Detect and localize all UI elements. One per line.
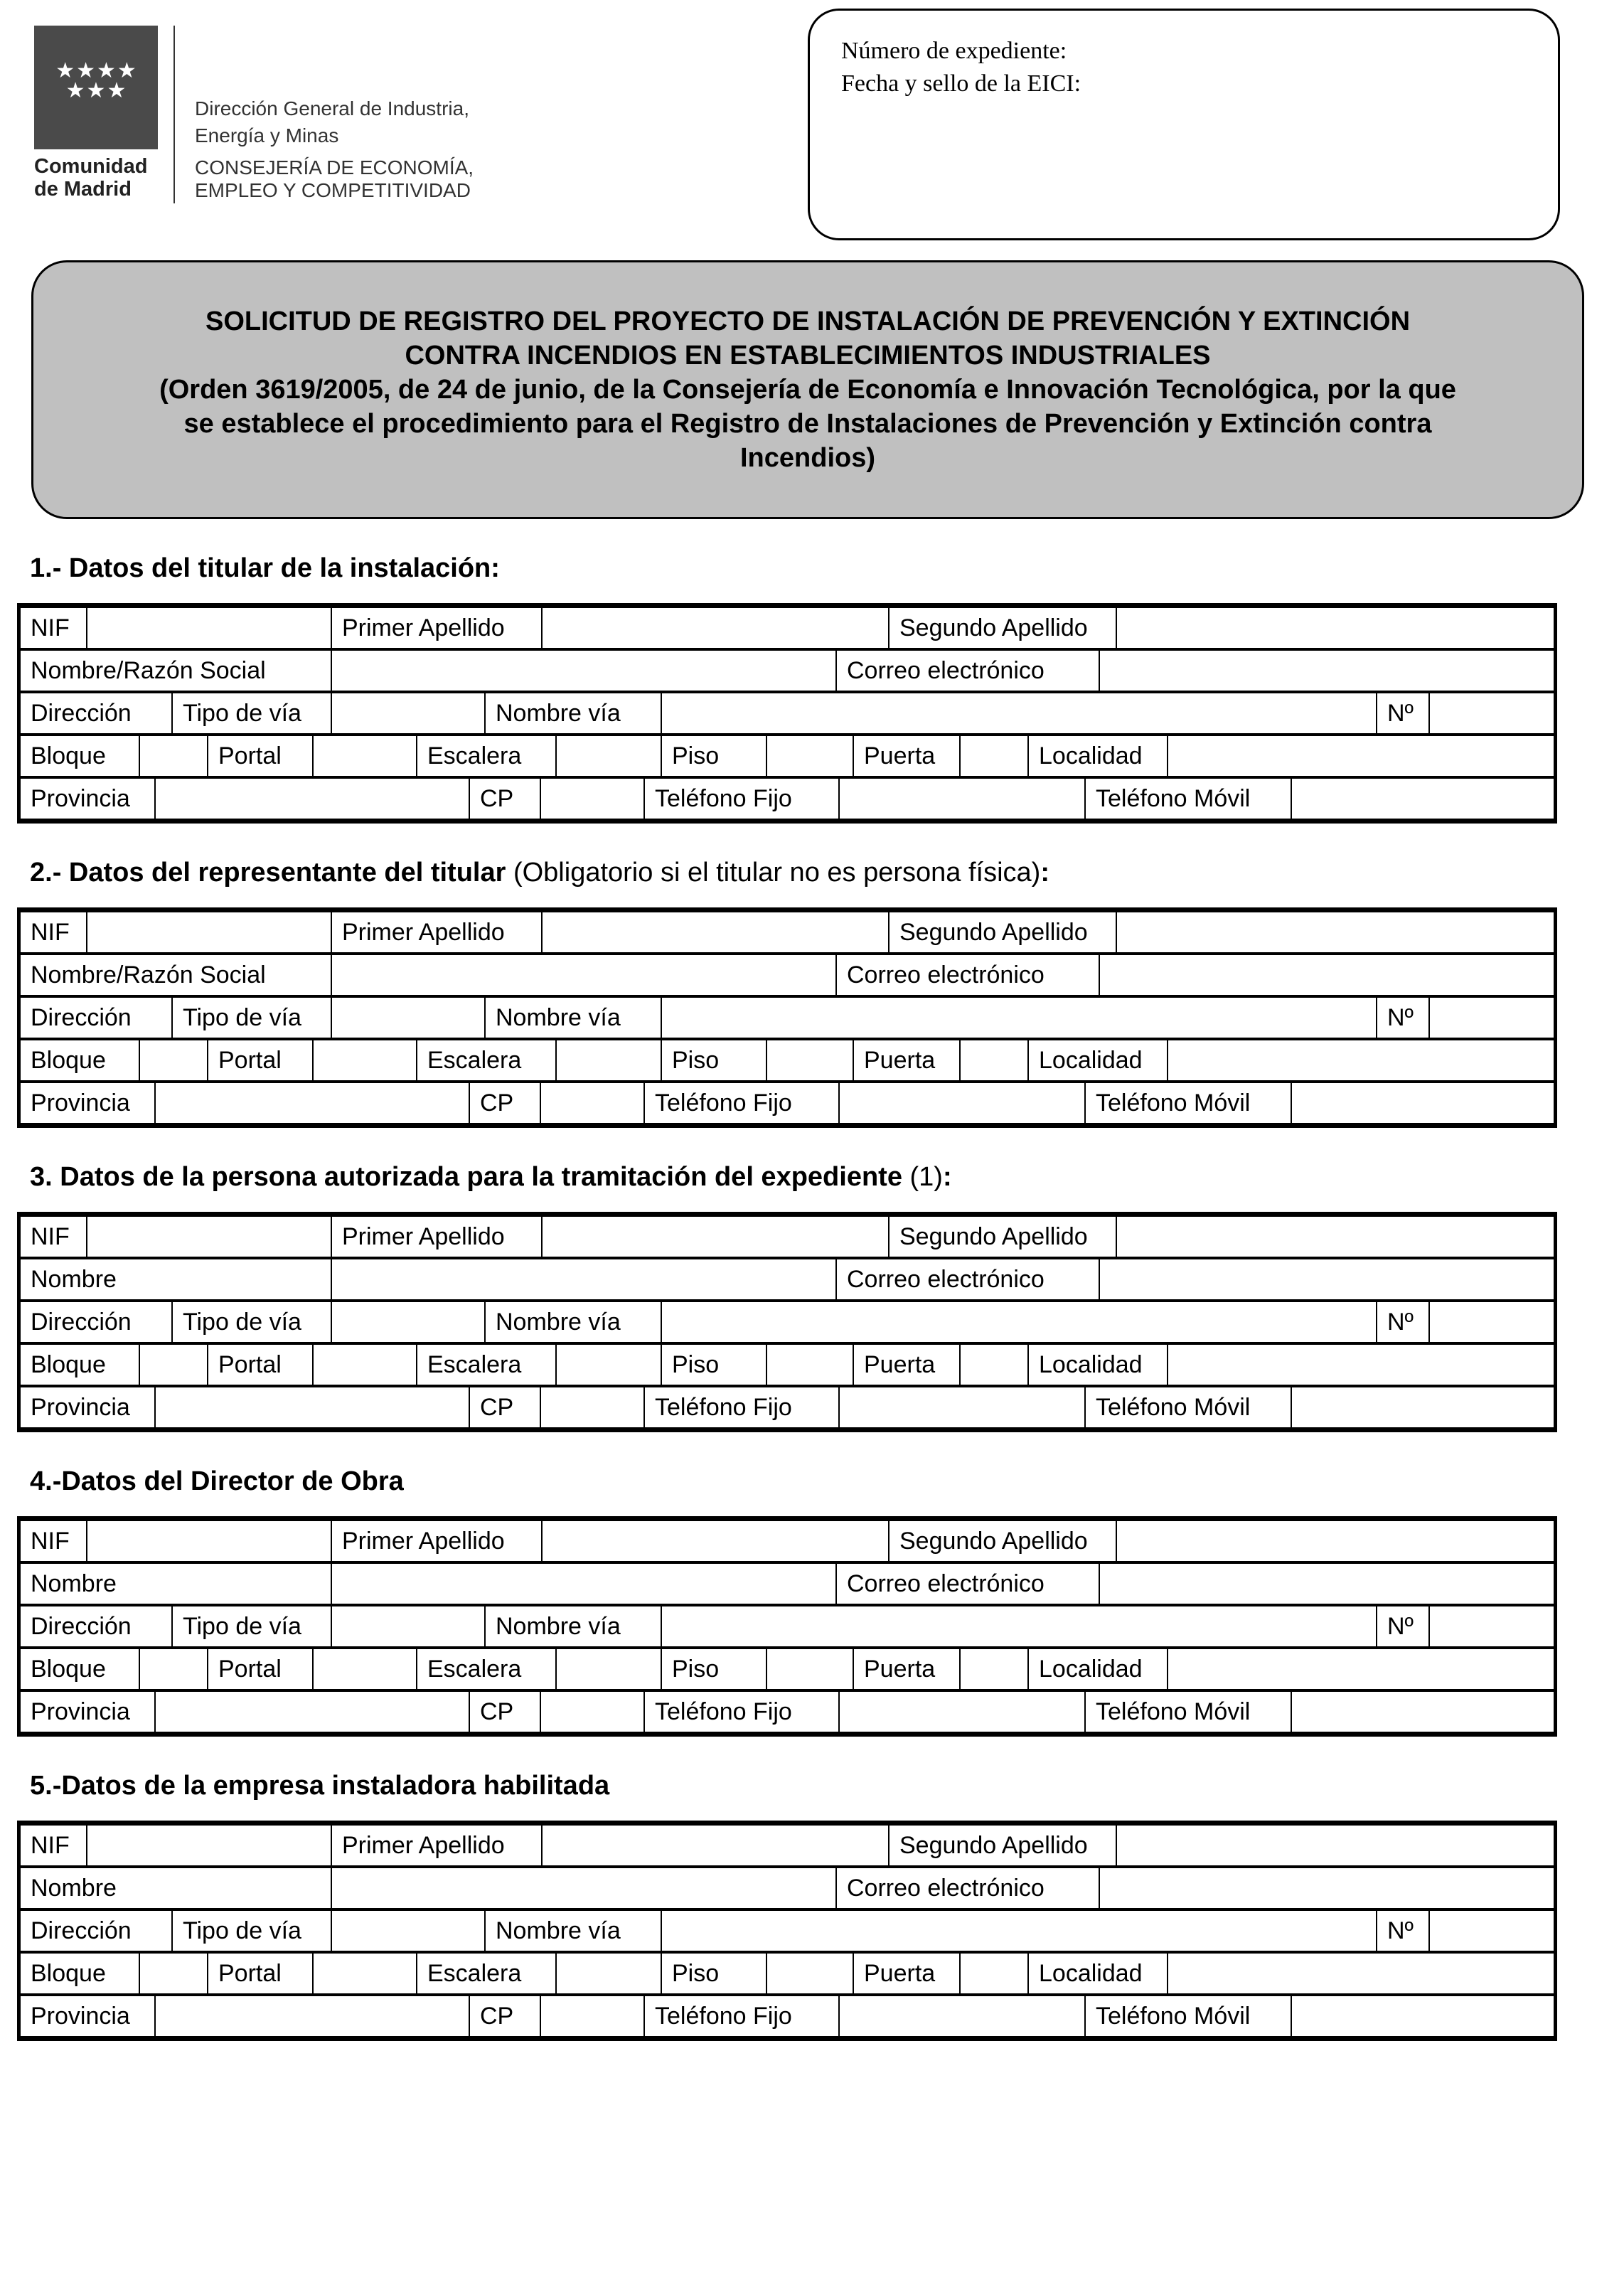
telefono-fijo-label: Teléfono Fijo: [643, 1692, 838, 1732]
puerta-label: Puerta: [853, 1345, 959, 1385]
numero-input[interactable]: [1428, 1606, 1554, 1646]
nombre-input[interactable]: [331, 1564, 835, 1604]
form-row: [21, 1865, 1554, 1908]
nif-input[interactable]: [86, 1521, 331, 1561]
portal-input[interactable]: [312, 1954, 416, 1993]
section-heading-note: (1): [902, 1162, 943, 1192]
tipo-via-label: Tipo de vía: [171, 998, 331, 1038]
org-line2: Energía y Minas: [195, 124, 339, 146]
numero-label: Nº: [1376, 1302, 1428, 1342]
bloque-label: Bloque: [31, 1960, 106, 1987]
portal-input[interactable]: [312, 1345, 416, 1385]
piso-input[interactable]: [766, 1649, 853, 1689]
form-row: [21, 1217, 1554, 1257]
segundo-apellido-label: Segundo Apellido: [888, 1826, 1116, 1865]
nif-input[interactable]: [86, 1217, 331, 1257]
localidad-label: Localidad: [1027, 736, 1167, 776]
provincia-label: Provincia: [31, 1089, 130, 1117]
telefono-movil-label: Teléfono Móvil: [1084, 1083, 1291, 1123]
direccion-label: Dirección: [31, 1917, 132, 1944]
nif-label: NIF: [31, 614, 70, 641]
section-heading-5: [30, 1771, 609, 1801]
primer-apellido-input[interactable]: [541, 912, 888, 952]
telefono-fijo-input[interactable]: [838, 1083, 1084, 1123]
nif-input[interactable]: [86, 608, 331, 648]
section-heading-note: (Obligatorio si el titular no es persona física): [506, 858, 1041, 888]
segundo-apellido-label: Segundo Apellido: [888, 608, 1116, 648]
bloque-label: Bloque: [31, 1047, 106, 1074]
piso-input[interactable]: [766, 1345, 853, 1385]
localidad-input[interactable]: [1167, 1345, 1554, 1385]
registry-stamp-box: [808, 9, 1560, 240]
section-heading-2: [30, 858, 1049, 888]
cp-input[interactable]: [540, 1387, 643, 1427]
telefono-movil-label: Teléfono Móvil: [1084, 779, 1291, 819]
telefono-movil-label: Teléfono Móvil: [1084, 1387, 1291, 1427]
form-row: [21, 1951, 1554, 1993]
numero-label: Nº: [1376, 1911, 1428, 1951]
nombre-input[interactable]: [331, 955, 835, 995]
segundo-apellido-label: Segundo Apellido: [888, 1217, 1116, 1257]
form-row: [21, 776, 1554, 819]
correo-input[interactable]: [1099, 1868, 1554, 1908]
nombre-via-input[interactable]: [661, 1302, 1376, 1342]
portal-input[interactable]: [312, 1649, 416, 1689]
tipo-via-input[interactable]: [331, 998, 484, 1038]
nif-input[interactable]: [86, 912, 331, 952]
cp-label: CP: [469, 1387, 540, 1427]
section-1-form-table: [17, 603, 1557, 824]
provincia-input[interactable]: [154, 1083, 469, 1123]
piso-label: Piso: [661, 1040, 766, 1080]
telefono-movil-input[interactable]: [1291, 1692, 1554, 1732]
form-legal-reference: (Orden 3619/2005, de 24 de junio, de la Consejería de Economía e Innovación Tecnológica, por la que se establece el procedimiento para el Registro de Instalaciones de Prevención y Extinción contra Incendios): [159, 375, 1456, 473]
segundo-apellido-input[interactable]: [1116, 608, 1554, 648]
bloque-input[interactable]: [139, 1954, 207, 1993]
puerta-input[interactable]: [959, 1649, 1027, 1689]
form-row: [21, 1646, 1554, 1689]
escalera-label: Escalera: [416, 1040, 555, 1080]
logo-line1: Comunidad: [34, 155, 148, 178]
section-5-form-table: [17, 1821, 1557, 2041]
segundo-apellido-input[interactable]: [1116, 912, 1554, 952]
puerta-input[interactable]: [959, 1345, 1027, 1385]
nif-label: NIF: [31, 919, 70, 946]
logo-divider: [173, 26, 175, 203]
telefono-movil-input[interactable]: [1291, 1387, 1554, 1427]
segundo-apellido-input[interactable]: [1116, 1826, 1554, 1865]
segundo-apellido-input[interactable]: [1116, 1217, 1554, 1257]
tipo-via-label: Tipo de vía: [171, 1302, 331, 1342]
puerta-label: Puerta: [853, 1040, 959, 1080]
telefono-movil-label: Teléfono Móvil: [1084, 1692, 1291, 1732]
provincia-label: Provincia: [31, 1394, 130, 1421]
cp-input[interactable]: [540, 779, 643, 819]
form-row: [21, 1604, 1554, 1646]
section-2-form-table: [17, 907, 1557, 1128]
form-row: [21, 1826, 1554, 1865]
escalera-input[interactable]: [555, 1345, 661, 1385]
puerta-input[interactable]: [959, 736, 1027, 776]
provincia-label: Provincia: [31, 2003, 130, 2030]
numero-input[interactable]: [1428, 998, 1554, 1038]
escalera-input[interactable]: [555, 1040, 661, 1080]
telefono-fijo-input[interactable]: [838, 1996, 1084, 2036]
comunidad-de-madrid-logo: [34, 26, 532, 211]
nif-label: NIF: [31, 1528, 70, 1555]
nombre-input[interactable]: [331, 1868, 835, 1908]
telefono-movil-input[interactable]: [1291, 1083, 1554, 1123]
escalera-label: Escalera: [416, 736, 555, 776]
correo-label: Correo electrónico: [835, 1868, 1099, 1908]
portal-label: Portal: [207, 1649, 312, 1689]
primer-apellido-label: Primer Apellido: [331, 1217, 541, 1257]
direccion-label: Dirección: [31, 1004, 132, 1031]
segundo-apellido-label: Segundo Apellido: [888, 912, 1116, 952]
correo-input[interactable]: [1099, 651, 1554, 691]
segundo-apellido-input[interactable]: [1116, 1521, 1554, 1561]
direccion-label: Dirección: [31, 1309, 132, 1336]
telefono-fijo-input[interactable]: [838, 1692, 1084, 1732]
nombre-via-input[interactable]: [661, 693, 1376, 733]
primer-apellido-label: Primer Apellido: [331, 912, 541, 952]
puerta-label: Puerta: [853, 1954, 959, 1993]
cp-label: CP: [469, 1996, 540, 2036]
correo-label: Correo electrónico: [835, 651, 1099, 691]
form-row: [21, 912, 1554, 952]
localidad-input[interactable]: [1167, 1954, 1554, 1993]
nombre-via-label: Nombre vía: [484, 693, 661, 733]
fecha-sello-label: Fecha y sello de la EICI:: [841, 70, 1081, 97]
form-row: [21, 1385, 1554, 1427]
numero-label: Nº: [1376, 693, 1428, 733]
tipo-via-input[interactable]: [331, 693, 484, 733]
primer-apellido-input[interactable]: [541, 1826, 888, 1865]
section-heading-4: [30, 1466, 404, 1497]
puerta-label: Puerta: [853, 736, 959, 776]
piso-label: Piso: [661, 1954, 766, 1993]
cp-input[interactable]: [540, 1996, 643, 2036]
correo-label: Correo electrónico: [835, 1564, 1099, 1604]
puerta-input[interactable]: [959, 1954, 1027, 1993]
nombre-via-label: Nombre vía: [484, 998, 661, 1038]
puerta-label: Puerta: [853, 1649, 959, 1689]
org-line1: Dirección General de Industria,: [195, 97, 469, 119]
tipo-via-input[interactable]: [331, 1911, 484, 1951]
localidad-label: Localidad: [1027, 1954, 1167, 1993]
form-row: [21, 1993, 1554, 2036]
tipo-via-input[interactable]: [331, 1606, 484, 1646]
puerta-input[interactable]: [959, 1040, 1027, 1080]
form-row: [21, 952, 1554, 995]
localidad-input[interactable]: [1167, 736, 1554, 776]
nombre-label: Nombre/Razón Social: [31, 657, 266, 684]
telefono-fijo-label: Teléfono Fijo: [643, 1387, 838, 1427]
localidad-input[interactable]: [1167, 1040, 1554, 1080]
telefono-fijo-label: Teléfono Fijo: [643, 1083, 838, 1123]
numero-input[interactable]: [1428, 1302, 1554, 1342]
piso-input[interactable]: [766, 1954, 853, 1993]
dept-name: [195, 156, 474, 202]
numero-input[interactable]: [1428, 693, 1554, 733]
escalera-input[interactable]: [555, 1649, 661, 1689]
form-row: [21, 608, 1554, 648]
nif-label: NIF: [31, 1832, 70, 1859]
direccion-label: Dirección: [31, 1613, 132, 1640]
nombre-input[interactable]: [331, 1259, 835, 1299]
nombre-via-label: Nombre vía: [484, 1606, 661, 1646]
bloque-input[interactable]: [139, 1649, 207, 1689]
form-row: [21, 995, 1554, 1038]
form-row: [21, 1038, 1554, 1080]
telefono-fijo-label: Teléfono Fijo: [643, 1996, 838, 2036]
provincia-input[interactable]: [154, 1996, 469, 2036]
section-heading-text: 3. Datos de la persona autorizada para la tramitación del expediente: [30, 1162, 902, 1192]
bloque-label: Bloque: [31, 1656, 106, 1683]
localidad-label: Localidad: [1027, 1040, 1167, 1080]
provincia-input[interactable]: [154, 779, 469, 819]
tipo-via-label: Tipo de vía: [171, 1606, 331, 1646]
telefono-movil-label: Teléfono Móvil: [1084, 1996, 1291, 2036]
cp-label: CP: [469, 1692, 540, 1732]
form-row: [21, 1908, 1554, 1951]
section-heading-suffix: :: [1040, 858, 1049, 888]
form-row: [21, 648, 1554, 691]
portal-label: Portal: [207, 1345, 312, 1385]
form-row: [21, 1080, 1554, 1123]
primer-apellido-label: Primer Apellido: [331, 608, 541, 648]
dept-line1: CONSEJERÍA DE ECONOMÍA,: [195, 156, 474, 178]
localidad-label: Localidad: [1027, 1649, 1167, 1689]
nif-label: NIF: [31, 1223, 70, 1250]
tipo-via-label: Tipo de vía: [171, 693, 331, 733]
section-heading-3: [30, 1162, 952, 1193]
bloque-label: Bloque: [31, 1351, 106, 1378]
segundo-apellido-label: Segundo Apellido: [888, 1521, 1116, 1561]
nombre-input[interactable]: [331, 651, 835, 691]
piso-label: Piso: [661, 1649, 766, 1689]
provincia-label: Provincia: [31, 785, 130, 812]
org-name: [195, 95, 469, 149]
cp-label: CP: [469, 1083, 540, 1123]
form-row: [21, 1689, 1554, 1732]
nif-input[interactable]: [86, 1826, 331, 1865]
escalera-input[interactable]: [555, 736, 661, 776]
form-row: [21, 1257, 1554, 1299]
provincia-input[interactable]: [154, 1692, 469, 1732]
section-heading-1: [30, 553, 500, 584]
piso-input[interactable]: [766, 736, 853, 776]
escalera-label: Escalera: [416, 1954, 555, 1993]
primer-apellido-input[interactable]: [541, 1521, 888, 1561]
telefono-movil-input[interactable]: [1291, 1996, 1554, 2036]
form-row: [21, 1561, 1554, 1604]
section-heading-text: 1.- Datos del titular de la instalación:: [30, 553, 500, 583]
correo-input[interactable]: [1099, 1564, 1554, 1604]
nombre-via-input[interactable]: [661, 1911, 1376, 1951]
telefono-fijo-input[interactable]: [838, 1387, 1084, 1427]
correo-label: Correo electrónico: [835, 955, 1099, 995]
localidad-label: Localidad: [1027, 1345, 1167, 1385]
piso-label: Piso: [661, 1345, 766, 1385]
cp-label: CP: [469, 779, 540, 819]
piso-input[interactable]: [766, 1040, 853, 1080]
cp-input[interactable]: [540, 1692, 643, 1732]
form-row: [21, 733, 1554, 776]
telefono-fijo-input[interactable]: [838, 779, 1084, 819]
primer-apellido-input[interactable]: [541, 1217, 888, 1257]
cp-input[interactable]: [540, 1083, 643, 1123]
bloque-label: Bloque: [31, 742, 106, 769]
localidad-input[interactable]: [1167, 1649, 1554, 1689]
form-row: [21, 691, 1554, 733]
nombre-via-input[interactable]: [661, 998, 1376, 1038]
escalera-input[interactable]: [555, 1954, 661, 1993]
nombre-label: Nombre: [31, 1570, 117, 1597]
section-3-form-table: [17, 1212, 1557, 1432]
form-title: SOLICITUD DE REGISTRO DEL PROYECTO DE INSTALACIÓN DE PREVENCIÓN Y EXTINCIÓN CONTRA INCENDIOS EN ESTABLECIMIENTOS INDUSTRIALES: [205, 307, 1411, 371]
correo-input[interactable]: [1099, 1259, 1554, 1299]
correo-label: Correo electrónico: [835, 1259, 1099, 1299]
section-heading-text: 2.- Datos del representante del titular: [30, 858, 506, 888]
nombre-via-label: Nombre vía: [484, 1302, 661, 1342]
nombre-label: Nombre/Razón Social: [31, 961, 266, 989]
escalera-label: Escalera: [416, 1345, 555, 1385]
nombre-via-input[interactable]: [661, 1606, 1376, 1646]
form-row: [21, 1342, 1554, 1385]
portal-label: Portal: [207, 1954, 312, 1993]
logo-flag-icon: ★★★★ ★★★: [34, 26, 158, 149]
telefono-movil-input[interactable]: [1291, 779, 1554, 819]
nombre-via-label: Nombre vía: [484, 1911, 661, 1951]
expediente-label: Número de expediente:: [841, 38, 1067, 64]
portal-label: Portal: [207, 736, 312, 776]
form-row: [21, 1521, 1554, 1561]
tipo-via-input[interactable]: [331, 1302, 484, 1342]
numero-label: Nº: [1376, 998, 1428, 1038]
bloque-input[interactable]: [139, 736, 207, 776]
portal-input[interactable]: [312, 736, 416, 776]
provincia-label: Provincia: [31, 1698, 130, 1725]
section-heading-text: 5.-Datos de la empresa instaladora habilitada: [30, 1771, 610, 1801]
correo-input[interactable]: [1099, 955, 1554, 995]
provincia-input[interactable]: [154, 1387, 469, 1427]
portal-input[interactable]: [312, 1040, 416, 1080]
piso-label: Piso: [661, 736, 766, 776]
form-title-box: [31, 260, 1584, 519]
dept-line2: EMPLEO Y COMPETITIVIDAD: [195, 179, 471, 201]
portal-label: Portal: [207, 1040, 312, 1080]
bloque-input[interactable]: [139, 1345, 207, 1385]
telefono-fijo-label: Teléfono Fijo: [643, 779, 838, 819]
numero-input[interactable]: [1428, 1911, 1554, 1951]
direccion-label: Dirección: [31, 700, 132, 727]
primer-apellido-input[interactable]: [541, 608, 888, 648]
logo-line2: de Madrid: [34, 178, 132, 201]
numero-label: Nº: [1376, 1606, 1428, 1646]
form-row: [21, 1299, 1554, 1342]
nombre-label: Nombre: [31, 1875, 117, 1902]
nombre-label: Nombre: [31, 1266, 117, 1293]
bloque-input[interactable]: [139, 1040, 207, 1080]
section-heading-suffix: :: [942, 1162, 952, 1192]
section-heading-text: 4.-Datos del Director de Obra: [30, 1466, 404, 1496]
primer-apellido-label: Primer Apellido: [331, 1826, 541, 1865]
primer-apellido-label: Primer Apellido: [331, 1521, 541, 1561]
section-4-form-table: [17, 1516, 1557, 1737]
tipo-via-label: Tipo de vía: [171, 1911, 331, 1951]
escalera-label: Escalera: [416, 1649, 555, 1689]
